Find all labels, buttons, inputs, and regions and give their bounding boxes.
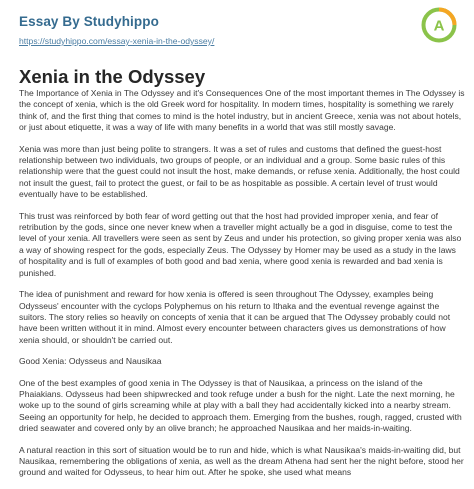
section-subheading: Good Xenia: Odysseus and Nausikaa: [19, 356, 162, 367]
essay-paragraph: The Importance of Xenia in The Odyssey and it's Consequences One of the most important themes in The Odyssey is the concept of xenia, which is the old Greek word for hospitality. In modern times, hospitality is something we rarely think of, and the first thing that comes to mind is the hotel industry, but in ancient Greece, xenia was not about hotels, or just about etiquette, it was a way of life with many benefits in a world that was still mostly savage.: [19, 88, 465, 133]
essay-paragraph: A natural reaction in this sort of situation would be to run and hide, which is what Nausikaa's maids-in-waiting did, but Nausikaa, remembering the obligations of xenia, as well as the dream Athena had sent her the night before, stood her ground and waited for Odysseus, to hear him out. After he spoke, she used what means: [19, 444, 464, 478]
essay-url-link[interactable]: https://studyhippo.com/essay-xenia-in-the-odyssey/: [19, 36, 215, 46]
essay-paragraph: This trust was reinforced by both fear of word getting out that the host had provided improper xenia, and fear of retribution by the gods, since one never knew when a traveller might actually be a god in disguise, come to test the level of your xenia. All travellers were seen as sent by Zeus and under his protection, so giving proper xenia was also a way of showing respect for the gods, especially Zeus. The Odyssey by Homer may be used as a study in the laws of hospitality and is full of examples of both good and bad xenia, where good xenia is rewarded and bad xenia is punished.: [19, 210, 462, 278]
logo-letter: A: [433, 17, 445, 35]
site-header: [0, 0, 474, 56]
essay-paragraph: One of the best examples of good xenia in The Odyssey is that of Nausikaa, a princess on the island of the Phaiakians. Odysseus had been shipwrecked and took refuge under a bush for the night. Late the next morning, he woke up to the sound of girls screaming while at play with a ball they had accidentally kicked into a nearby stream. Seeing an opportunity for help, he decided to approach them. Emerging from the bushes, rough, ragged, crusted with dried seawater and covered only by an olive branch; he approached Nausikaa and her maids-in-waiting.: [19, 377, 462, 434]
essay-paragraph: Xenia was more than just being polite to strangers. It was a set of rules and customs that defined the guest-host relationship between two individuals, two groups of people, or an individual and a group. Some basic rules of this relationship were that the guest could not insult the host, make demands, or refuse xenia. Additionally, the host could not insult the guest, fail to protect the guest, or fail to be as hospitable as possible. A certain level of trust would eventually have to be established.: [19, 143, 460, 200]
studyhippo-logo-icon[interactable]: [421, 7, 457, 43]
document-title: Xenia in the Odyssey: [19, 66, 206, 87]
site-brand[interactable]: Essay By Studyhippo: [19, 14, 159, 29]
essay-body: [19, 88, 465, 489]
essay-paragraph: The idea of punishment and reward for how xenia is offered is seen throughout The Odyssey, examples being Odysseus' encounter with the cyclops Polyphemus on his return to Ithaka and the eventual revenge against the suitors. The story relies so heavily on concepts of xenia that it can be argued that The Odyssey probably could not have been written without it in mind. Almost every encounter between characters gives us demonstrations of how xenia should, or shouldn't be carried out.: [19, 289, 451, 345]
